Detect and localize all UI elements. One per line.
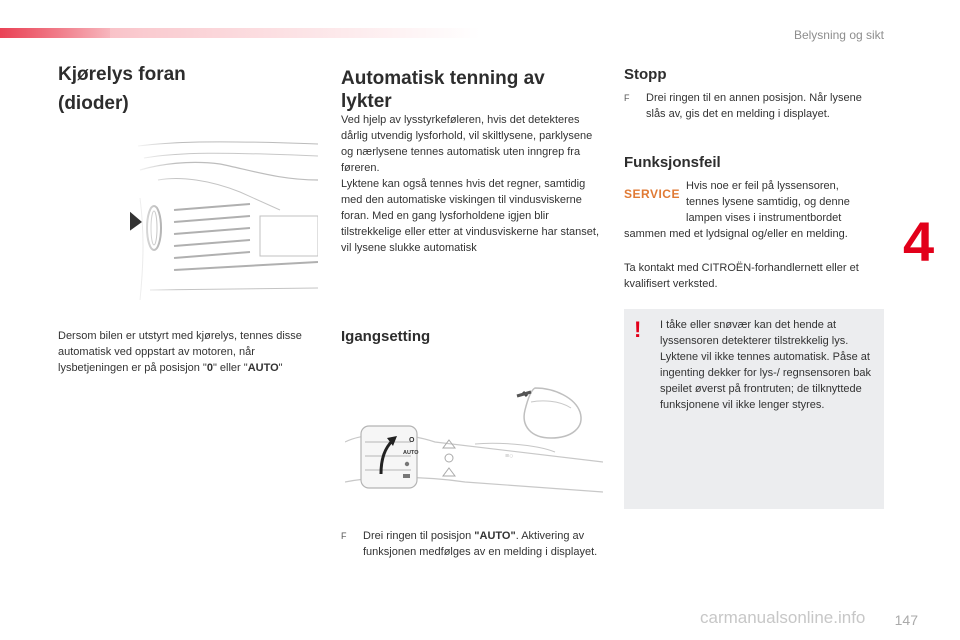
headlight-drl-icon xyxy=(130,140,318,312)
chapter-title: Belysning og sikt xyxy=(793,28,884,42)
section-title-drl-line1: Kjørelys foran xyxy=(58,64,186,85)
section-title-drl xyxy=(58,64,186,116)
section-title-drl-line2: (dioder) xyxy=(58,92,129,114)
auto-lights-intro: Ved hjelp av lysstyrkeføleren, hvis det detekteres dårlig utvendig lysforhold, vil skiltlysene, parklysene og nærlysene tennes automatisk uten inngrep fra føreren. Lyktene kan også tennes hvis det regner, samtidig med den automatiske viskingen til vindusviskerne foran. Med en gang lysforholdene igjen blir tilstrekkelige eller etter at vindusviskerne har stanset, vil lysene slukke automatisk xyxy=(341,114,600,254)
light-stalk-illustration xyxy=(345,382,603,512)
section-title-auto-lights xyxy=(341,68,545,114)
chapter-number: 4 xyxy=(903,210,935,273)
stalk-label-o: O xyxy=(409,437,415,444)
light-stalk-icon xyxy=(345,382,603,512)
header-accent-bar-strong xyxy=(0,28,110,38)
drl-description: Dersom bilen er utstyrt med kjørelys, tennes disse automatisk ved oppstart av motoren, når lysbetjeningen er på posisjon "0" eller "AUTO" xyxy=(58,330,302,374)
section-title-auto-lights-line2: lykter xyxy=(341,90,392,112)
warning-note xyxy=(624,309,884,509)
svg-text:≡○: ≡○ xyxy=(505,453,514,460)
subheading-activation: Igangsetting xyxy=(341,328,431,345)
fault-text-indented: Hvis noe er feil på lyssensoren, tennes lysene samtidig, og denne lampen vises i instrumentbordet xyxy=(686,180,850,224)
service-warning-icon: SERVICE xyxy=(624,187,680,201)
subheading-fault: Funksjonsfeil xyxy=(624,154,721,171)
contact-dealer-text: Ta kontakt med CITROËN-forhandlernett eller et kvalifisert verksted. xyxy=(624,262,859,290)
stalk-label-auto: AUTO xyxy=(403,450,419,456)
watermark: carmanualsonline.info xyxy=(700,608,866,627)
section-title-auto-lights-line1: Automatisk tenning av xyxy=(341,68,545,89)
warning-text: I tåke eller snøvær kan det hende at lyssensoren detekterer tilstrekkelig lys. Lyktene vil ikke tennes automatisk. Påse at ingenting dekker for lys-/ regnsensoren bak speilet øverst på frontruten; de tilknyttede funksjonene vil ikke lenger styres. xyxy=(660,319,871,411)
stop-step: F Drei ringen til en annen posisjon. Når lysene slås av, gis det en melding i displayet. xyxy=(624,92,862,120)
exclamation-icon: ! xyxy=(634,317,642,342)
activation-step: F Drei ringen til posisjon "AUTO". Aktivering av funksjonen medfølges av en melding i displayet. xyxy=(341,530,598,558)
fault-text-full: sammen med et lydsignal og/eller en melding. xyxy=(624,228,848,240)
bullet-icon: F xyxy=(624,93,630,103)
page-number: 147 xyxy=(894,612,918,628)
bullet-icon: F xyxy=(341,531,347,541)
headlight-drl-illustration xyxy=(130,140,318,312)
subheading-stop: Stopp xyxy=(624,66,667,83)
